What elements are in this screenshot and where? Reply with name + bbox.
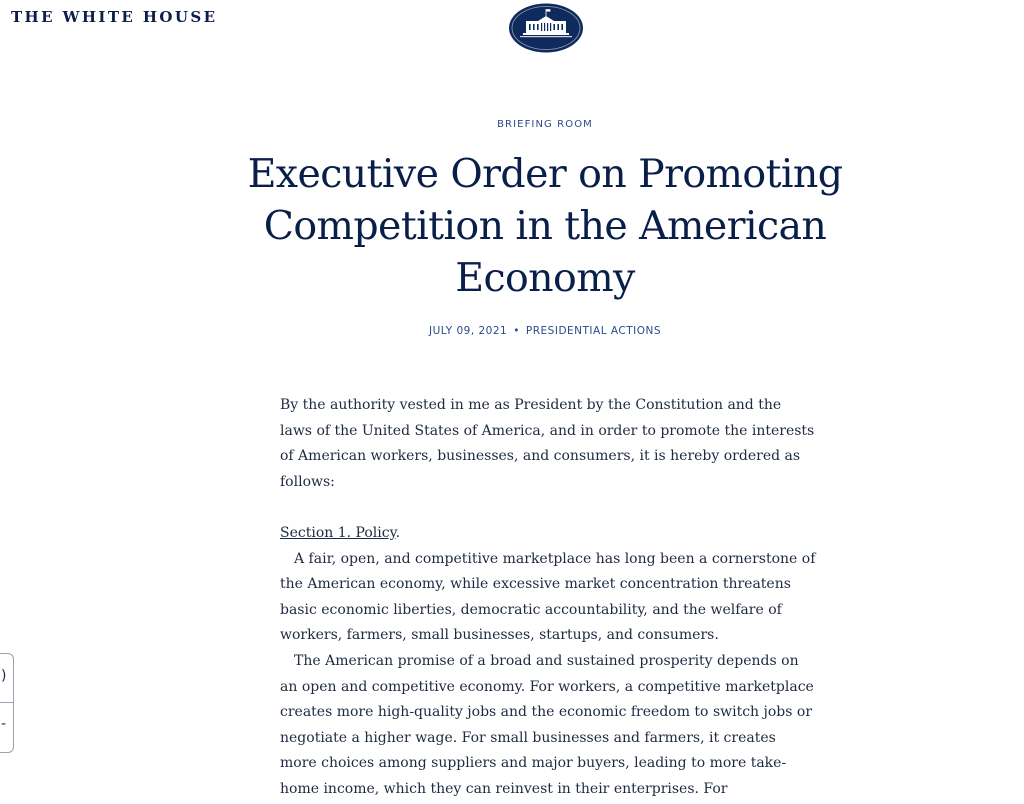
section-heading bbox=[280, 521, 816, 547]
side-tab-bottom-glyph[interactable]: - bbox=[1, 716, 7, 732]
site-title-link[interactable]: THE WHITE HOUSE bbox=[11, 8, 218, 26]
article-body bbox=[280, 393, 816, 803]
breadcrumb bbox=[0, 119, 1024, 130]
side-tab-top-glyph: ) bbox=[1, 668, 7, 684]
body-paragraph: The American promise of a broad and sustained prosperity depends on an open and competitive economy. For workers, a competitive marketplace creates more high-quality jobs and the economic freedom to switch jobs or negotiate a higher wage. For small businesses and farmers, it creates more choices among suppliers and major buyers, leading to more take-home income, which they can reinvest in their enterprises. For bbox=[280, 652, 814, 797]
side-tab-top[interactable] bbox=[0, 654, 13, 703]
section-label: Section 1. Policy bbox=[280, 524, 396, 541]
briefing-room-link[interactable]: BRIEFING ROOM bbox=[497, 119, 593, 130]
category-link[interactable]: PRESIDENTIAL ACTIONS bbox=[525, 325, 662, 337]
body-paragraph: A fair, open, and competitive marketplace has long been a cornerstone of the American economy, while excessive market concentration threatens basic economic liberties, democratic accountability, and the welfare of workers, farmers, small businesses, startups, and consumers. bbox=[280, 550, 816, 644]
side-tab-widget[interactable] bbox=[0, 653, 14, 753]
meta-separator: • bbox=[513, 325, 520, 337]
post-date: JULY 09, 2021 bbox=[428, 325, 508, 337]
section-period: . bbox=[395, 524, 401, 541]
post-meta bbox=[0, 325, 1024, 337]
page-title: Executive Order on Promoting Competition in the American Economy bbox=[247, 151, 843, 301]
intro-paragraph: By the authority vested in me as President by the Constitution and the laws of the United States of America, and in order to promote the interests of American workers, businesses, and consumers, it is hereby ordered as follows: bbox=[280, 397, 815, 490]
white-house-seal-icon[interactable] bbox=[508, 3, 584, 53]
